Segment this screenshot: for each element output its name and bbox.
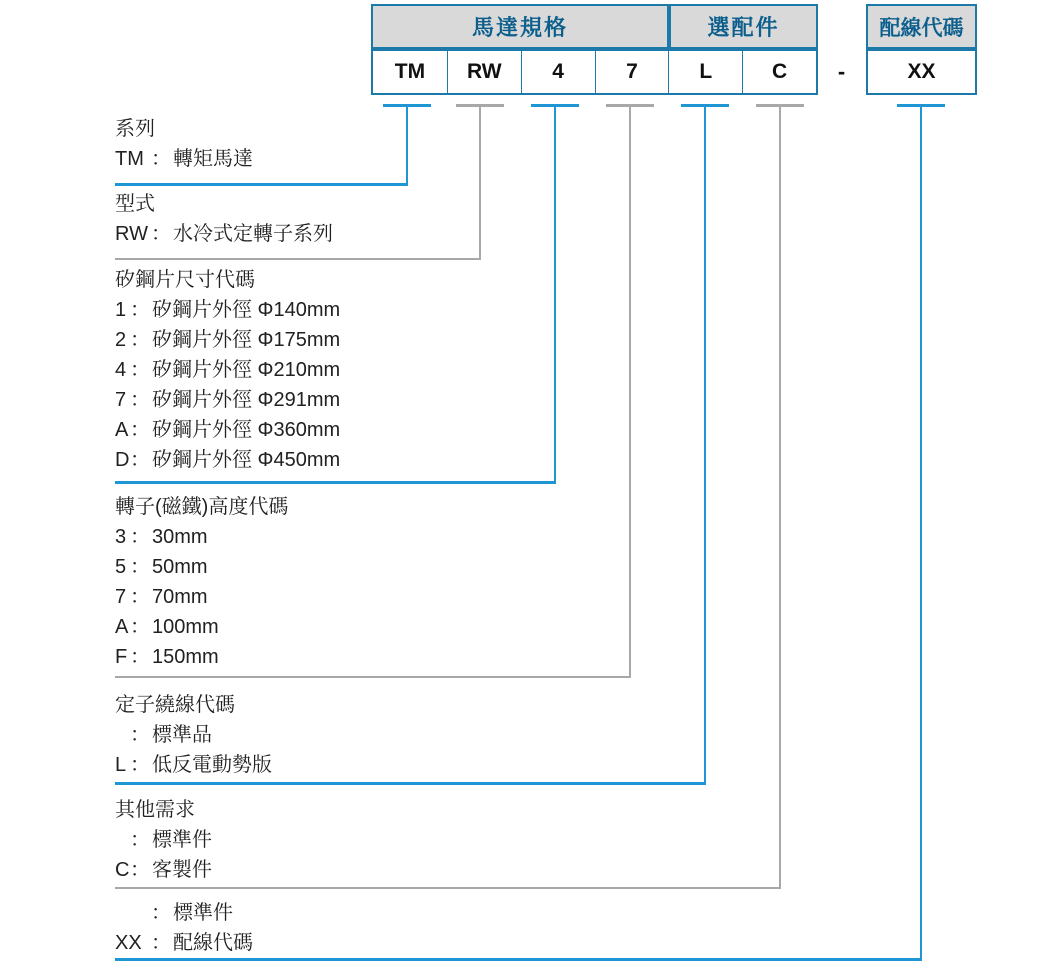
code-cell-rw: RW <box>447 51 521 93</box>
item-desc: 矽鋼片外徑 Φ140mm <box>152 299 341 321</box>
item-colon: ： <box>130 556 150 578</box>
item-colon: ： <box>130 586 150 608</box>
item-code: A <box>115 419 129 441</box>
item-desc: 配線代碼 <box>173 932 253 954</box>
section-model-type <box>115 189 333 249</box>
section-wiring-code <box>115 898 253 958</box>
code-item <box>115 898 253 928</box>
item-code: 5 <box>115 556 127 578</box>
section-stator-winding-code <box>115 690 272 780</box>
code-cell-c: C <box>742 51 816 93</box>
section-title-other-requirements: 其他需求 <box>115 799 195 821</box>
code-item <box>115 522 288 552</box>
code-cell-4: 4 <box>521 51 595 93</box>
item-desc: 矽鋼片外徑 Φ210mm <box>152 359 341 381</box>
model-code-table <box>371 4 818 95</box>
section-underline-other-requirements <box>115 887 781 889</box>
code-item <box>115 552 288 582</box>
section-series <box>115 114 253 174</box>
item-code: C <box>115 859 130 881</box>
item-colon: ： <box>151 932 171 954</box>
connector-vline-series <box>406 104 408 186</box>
connector-vline-other-requirements <box>779 104 781 889</box>
code-separator-dash: - <box>837 59 846 84</box>
section-other-requirements <box>115 795 212 885</box>
connector-vline-model-type <box>479 104 481 260</box>
code-item <box>115 295 340 325</box>
item-code: 7 <box>115 389 127 411</box>
item-desc: 客製件 <box>152 859 212 881</box>
item-desc: 矽鋼片外徑 Φ450mm <box>152 449 341 471</box>
section-underline-lamination-size-code <box>115 481 556 484</box>
code-cell-l: L <box>668 51 742 93</box>
code-item <box>115 355 340 385</box>
code-cell-xx: XX <box>866 49 977 95</box>
connector-vline-rotor-magnet-height-code <box>629 104 631 678</box>
code-item <box>115 385 340 415</box>
item-desc: 矽鋼片外徑 Φ175mm <box>152 329 341 351</box>
wiring-code-table <box>866 4 977 95</box>
item-code <box>115 720 130 750</box>
item-colon: ： <box>130 419 150 441</box>
table-header-row <box>371 4 818 49</box>
item-desc: 150mm <box>152 646 219 668</box>
code-item <box>115 144 253 174</box>
item-code: 1 <box>115 299 127 321</box>
item-code: F <box>115 646 128 668</box>
section-underline-wiring-code <box>115 958 922 961</box>
item-desc: 轉矩馬達 <box>173 148 253 170</box>
connector-vline-stator-winding-code <box>704 104 706 785</box>
item-colon: ： <box>151 902 171 924</box>
item-colon: ： <box>130 299 150 321</box>
code-item <box>115 325 340 355</box>
code-item <box>115 445 340 475</box>
item-code <box>115 898 151 928</box>
item-desc: 標準件 <box>152 829 212 851</box>
code-item <box>115 642 288 672</box>
section-title-model-type: 型式 <box>115 193 155 215</box>
section-lamination-size-code <box>115 265 340 475</box>
item-colon: ： <box>151 223 171 245</box>
item-colon: ： <box>151 148 171 170</box>
item-colon: ： <box>130 359 150 381</box>
item-code: RW <box>115 223 148 245</box>
code-item <box>115 612 288 642</box>
item-code: 7 <box>115 586 127 608</box>
table-header-wiring-code: 配線代碼 <box>866 4 977 49</box>
code-cell-tm: TM <box>394 60 426 83</box>
code-item <box>115 855 212 885</box>
code-item <box>115 825 212 855</box>
item-colon: ： <box>130 616 150 638</box>
code-item <box>115 582 288 612</box>
section-title-lamination-size-code: 矽鋼片尺寸代碼 <box>115 269 255 291</box>
section-rotor-magnet-height-code <box>115 492 288 672</box>
item-colon: ： <box>130 389 150 411</box>
table-header-group-options: 選配件 <box>669 4 818 49</box>
item-code <box>115 825 130 855</box>
item-code: XX <box>115 932 142 954</box>
item-code: A <box>115 616 129 638</box>
item-desc: 70mm <box>152 586 208 608</box>
item-colon: ： <box>130 526 150 548</box>
table-value-row <box>371 49 818 95</box>
item-code: 4 <box>115 359 127 381</box>
code-item <box>115 720 272 750</box>
item-code: 2 <box>115 329 127 351</box>
code-item <box>115 928 253 958</box>
item-desc: 矽鋼片外徑 Φ360mm <box>152 419 341 441</box>
item-colon: ： <box>130 829 150 851</box>
item-desc: 30mm <box>152 526 208 548</box>
item-colon: ： <box>130 859 150 881</box>
item-code: D <box>115 449 130 471</box>
item-colon: ： <box>130 754 150 776</box>
item-desc: 標準件 <box>173 902 233 924</box>
section-underline-rotor-magnet-height-code <box>115 676 631 678</box>
table-header-group-motor-spec: 馬達規格 <box>371 4 669 49</box>
section-title-rotor-magnet-height-code: 轉子(磁鐵)高度代碼 <box>115 496 289 518</box>
item-code: L <box>115 754 127 776</box>
item-desc: 低反電動勢版 <box>152 754 272 776</box>
item-desc: 50mm <box>152 556 208 578</box>
item-desc: 標準品 <box>152 724 212 746</box>
item-colon: ： <box>130 329 150 351</box>
item-code: TM <box>115 148 144 170</box>
code-cell-7: 7 <box>595 51 669 93</box>
connector-vline-lamination-size-code <box>554 104 556 484</box>
connector-vline-wiring-code <box>920 104 922 961</box>
code-item <box>115 415 340 445</box>
item-desc: 矽鋼片外徑 Φ291mm <box>152 389 341 411</box>
code-item <box>115 750 272 780</box>
item-colon: ： <box>130 646 150 668</box>
section-title-stator-winding-code: 定子繞線代碼 <box>115 694 235 716</box>
item-desc: 100mm <box>152 616 219 638</box>
section-title-series: 系列 <box>115 118 155 140</box>
item-desc: 水冷式定轉子系列 <box>173 223 333 245</box>
section-underline-series <box>115 183 408 186</box>
section-underline-stator-winding-code <box>115 782 706 785</box>
item-colon: ： <box>130 449 150 471</box>
item-colon: ： <box>130 724 150 746</box>
code-item <box>115 219 333 249</box>
section-underline-model-type <box>115 258 481 260</box>
item-code: 3 <box>115 526 127 548</box>
